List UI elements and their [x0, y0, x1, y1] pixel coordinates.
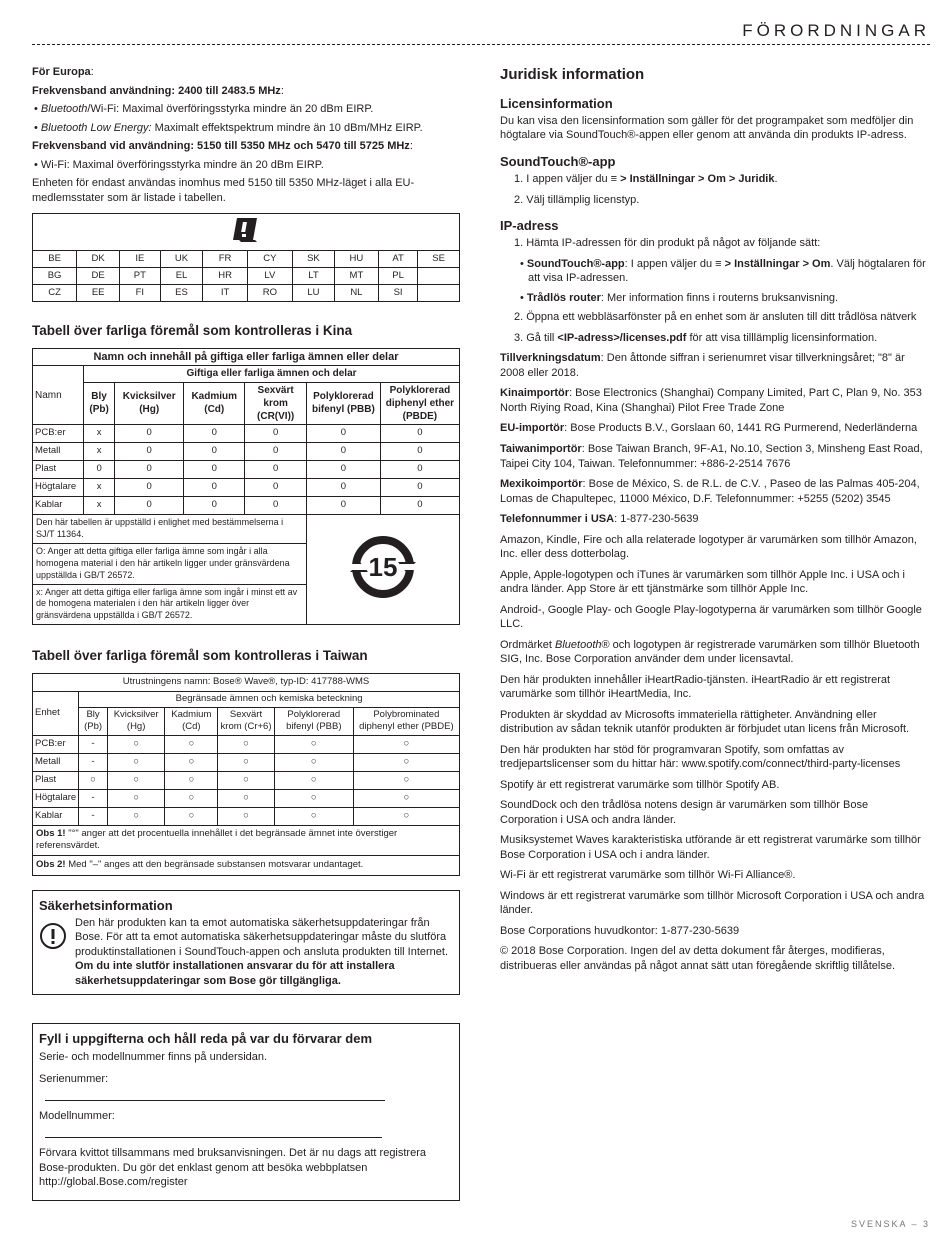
taiwan-header: Sexvärt krom (Cr+6) — [218, 707, 275, 735]
ip-step2: 2. Öppna ett webbläsarfönster på en enhet som är ansluten till ditt trådlösa nätverk — [514, 311, 917, 324]
table-cell: x — [84, 443, 115, 461]
table-cell: x — [84, 497, 115, 515]
legal-title: Juridisk information — [500, 66, 645, 83]
table-cell: ○ — [165, 735, 218, 753]
table-cell: 0 — [245, 497, 307, 515]
table-cell: Metall — [33, 753, 79, 771]
china-note1: Den här tabellen är uppställd i enlighet med bestämmelserna i SJ/T 11364. — [33, 515, 307, 544]
country-row — [33, 251, 460, 268]
table-cell: Högtalare — [33, 789, 79, 807]
bt-label: Bluetooth — [40, 103, 88, 116]
table-cell: 0 — [380, 497, 459, 515]
model-field — [39, 1109, 453, 1138]
wifi-bullet: • Wi-Fi: Maximal överföringsstyrka mindre än 20 dBm EIRP. — [34, 158, 324, 171]
country-cell: LV — [247, 268, 292, 285]
taiwan-header: Bly (Pb) — [79, 707, 108, 735]
serial-line — [45, 1089, 385, 1101]
info-label: Kinaimportör — [500, 387, 570, 400]
info-text: : Bose de México, S. de R.L. de C.V. , Paseo de las Palmas 405-204, Lomas de Chapultepec, 11000 México, D.F. Telefonnummer: +5255 (5202) 3545 — [500, 478, 920, 505]
security-body: Den här produkten kan ta emot automatiska säkerhetsuppdateringar från Bose. För att ta emot automatiska säkerhetsuppdateringar måste du slutföra produktinstallationen i SoundTouch-appen och ansluta produkten till Internet. — [75, 916, 449, 958]
table-cell: 0 — [380, 479, 459, 497]
country-cell: LT — [293, 268, 335, 285]
ip-step1b-text: : Mer information finns i routerns bruksanvisning. — [600, 291, 839, 304]
right-column — [500, 65, 928, 979]
country-cell: CY — [247, 251, 292, 268]
ip-step1b: • Trådlös router: Mer information finns i routerns bruksanvisning. — [520, 291, 839, 304]
warning-icon — [39, 922, 67, 950]
table-cell: Plast — [33, 461, 84, 479]
st-step1-bold: > Inställningar > Om > Juridik — [617, 173, 775, 186]
country-cell: AT — [378, 251, 417, 268]
country-cell — [418, 285, 460, 302]
st-step1-pre: 1. I appen väljer du — [514, 173, 611, 186]
country-cell: SE — [418, 251, 460, 268]
table-cell: ○ — [274, 753, 353, 771]
st-step2: 2. Välj tillämplig licenstyp. — [514, 193, 640, 206]
info-text: : Bose Taiwan Branch, 9F-A1, No.10, Section 3, Minsheng East Road, Taipei City 104, Taiwan. Telefonnummer: +886-2-2514 7676 — [500, 443, 923, 470]
model-label: Modellnummer: — [39, 1110, 115, 1123]
table-cell: ○ — [107, 771, 165, 789]
table-cell: ○ — [107, 753, 165, 771]
country-cell: SK — [293, 251, 335, 268]
table-cell: ○ — [218, 807, 275, 825]
taiwan-header: Polybrominated diphenyl ether (PBDE) — [353, 707, 459, 735]
info-paragraph — [500, 512, 928, 527]
ip-step1a-post: . Välj högtalaren för att visa IP-adressen. — [528, 257, 926, 285]
china-title: Tabell över farliga föremål som kontrolleras i Kina — [32, 323, 353, 339]
table-cell: 0 — [245, 479, 307, 497]
table-cell: x — [84, 425, 115, 443]
trademark-paragraph: Apple, Apple-logotypen och iTunes är varumärken som tillhör Apple Inc. i USA och i andra länder. App Store är ett tjänstmärke som tillhör Apple Inc. — [500, 568, 905, 596]
info-label: EU-importör — [500, 422, 565, 435]
table-cell: ○ — [218, 789, 275, 807]
info-label: Taiwanimportör — [500, 443, 582, 455]
country-cell: CZ — [33, 285, 77, 302]
taiwan-header: Kadmium (Cd) — [165, 707, 218, 735]
country-cell: EE — [77, 285, 120, 302]
table-cell: 0 — [115, 443, 184, 461]
country-cell: DK — [77, 251, 120, 268]
indoor-text: Enheten för endast användas inomhus med 5150 till 5350 MHz-läget i alla EU-medlemsstater som är listade i tabellen. — [32, 177, 415, 204]
china-caption: Namn och innehåll på giftiga eller farliga ämnen eller delar — [33, 348, 460, 366]
eu-country-table — [32, 213, 460, 302]
table-cell: ○ — [274, 771, 353, 789]
serial-label: Serienummer: — [39, 1073, 109, 1086]
model-line — [45, 1126, 382, 1138]
table-cell: Högtalare — [33, 479, 84, 497]
table-cell: ○ — [165, 807, 218, 825]
trademark-paragraph: Den här produkten innehåller iHeartRadio-tjänsten. iHeartRadio är ett registrerat varumärke som tillhör iHeartMedia, Inc. — [500, 673, 891, 701]
taiwan-header: Kvicksilver (Hg) — [107, 707, 165, 735]
info-text: : 1-877-230-5639 — [614, 513, 699, 526]
table-cell: 0 — [115, 461, 184, 479]
country-cell: EL — [160, 268, 203, 285]
table-cell: ○ — [274, 807, 353, 825]
table-row — [33, 497, 460, 515]
table-cell: ○ — [165, 753, 218, 771]
country-cell: RO — [247, 285, 292, 302]
country-cell: NL — [334, 285, 378, 302]
info-paragraph — [500, 386, 928, 415]
table-cell: Metall — [33, 443, 84, 461]
trademark-paragraph: Bose Corporations huvudkontor: 1-877-230-5639 — [500, 924, 740, 937]
records-box — [32, 1023, 460, 1200]
ip-step1b-bold: Trådlös router — [526, 291, 601, 304]
left-column — [32, 65, 460, 1201]
table-cell: - — [79, 753, 108, 771]
table-cell: - — [79, 735, 108, 753]
btle-bullet: • Bluetooth Low Energy: Maximalt effektspektrum mindre än 10 dBm/MHz EIRP. — [34, 121, 423, 134]
table-cell: ○ — [107, 789, 165, 807]
epup-15-logo — [346, 534, 420, 600]
table-cell: ○ — [353, 771, 459, 789]
band1-line: Frekvensband användning: 2400 till 2483.5 MHz: — [32, 84, 284, 97]
header-divider — [32, 44, 930, 45]
country-cell: BE — [33, 251, 77, 268]
btle-label: Bluetooth Low Energy: — [40, 121, 152, 134]
country-cell: UK — [160, 251, 203, 268]
country-cell: LU — [293, 285, 335, 302]
table-cell: ○ — [274, 789, 353, 807]
table-row — [33, 753, 460, 771]
records-intro: Serie- och modellnummer finns på undersidan. — [39, 1050, 268, 1063]
table-cell: 0 — [184, 479, 245, 497]
table-cell: Plast — [33, 771, 79, 789]
info-text: : Bose Electronics (Shanghai) Company Limited, Part C, Plan 9, No. 353 North Riying Road, Kina (Shanghai) Pilot Free Trade Zone — [500, 387, 922, 414]
table-row — [33, 425, 460, 443]
table-cell: ○ — [218, 753, 275, 771]
table-cell: PCB:er — [33, 425, 84, 443]
table-cell: 0 — [380, 443, 459, 461]
taiwan-table — [32, 673, 460, 876]
info-label: Mexikoimportör — [500, 478, 583, 491]
band2-line: Frekvensband vid användning: 5150 till 5350 MHz och 5470 till 5725 MHz: — [32, 140, 413, 153]
table-cell: 0 — [380, 461, 459, 479]
table-cell: - — [79, 807, 108, 825]
ip-step3-pre: 3. Gå till — [514, 331, 558, 344]
country-cell: IT — [203, 285, 247, 302]
serial-field — [39, 1072, 453, 1101]
table-cell: 0 — [84, 461, 115, 479]
soundtouch-title: SoundTouch®-app — [500, 153, 616, 169]
country-cell: IE — [120, 251, 160, 268]
trademark-paragraph: Spotify är ett registrerat varumärke som tillhör Spotify AB. — [500, 778, 780, 791]
page-header: FÖRORDNINGAR — [742, 21, 930, 40]
ip-step1a-pre: : I appen väljer du — [624, 257, 716, 270]
records-title: Fyll i uppgifterna och håll reda på var du förvarar dem — [39, 1031, 373, 1047]
ip-step1: 1. Hämta IP-adressen för din produkt på något av följande sätt: — [514, 237, 821, 250]
wifi-text: Wi-Fi: Maximal överföringsstyrka mindre än 20 dBm EIRP. — [40, 158, 324, 171]
obs1-label: Obs 1! — [36, 827, 66, 839]
table-row — [33, 479, 460, 497]
taiwan-title: Tabell över farliga föremål som kontrolleras i Taiwan — [32, 648, 368, 664]
trademark-paragraph: Android-, Google Play- och Google Play-logotyperna är varumärken som tillhör Google LLC. — [500, 603, 922, 631]
china-header: Kadmium (Cd) — [184, 382, 245, 425]
table-row — [33, 807, 460, 825]
country-cell: HU — [334, 251, 378, 268]
bluetooth-trademark — [500, 638, 928, 667]
trademark-paragraph: Musiksystemet Waves karakteristiska utförande är ett registrerat varumärke som tillhör Bose Corporation i USA och i andra länder. — [500, 834, 921, 861]
table-cell: 0 — [307, 425, 381, 443]
europe-title: För Europa — [32, 66, 91, 78]
table-cell: 0 — [115, 425, 184, 443]
table-cell: 0 — [184, 443, 245, 461]
china-header: Sexvärt krom (CR(VI)) — [245, 382, 307, 425]
trademark-paragraph: Produkten är skyddad av Microsofts immateriella rättigheter. Användning eller distribution av sådan teknik utanför produkten är förbjudet utan licens från Microsoft. — [500, 708, 910, 736]
bt-text: /Wi-Fi: Maximal överföringsstyrka mindre än 20 dBm EIRP. — [87, 103, 374, 116]
country-cell: PL — [378, 268, 417, 285]
ip-step1a-bold2: > Inställningar > Om — [721, 257, 831, 270]
table-cell: 0 — [245, 425, 307, 443]
table-cell: 0 — [245, 443, 307, 461]
menu-icon: ≡ — [610, 173, 618, 186]
bt-post: ® och logotypen är registrerade varumärken som tillhör Bluetooth SIG, Inc. Bose Corporation använder dem under licensavtal. — [500, 638, 920, 666]
table-cell: 0 — [115, 497, 184, 515]
trademark-paragraph: Wi-Fi är ett registrerat varumärke som tillhör Wi-Fi Alliance®. — [500, 869, 796, 882]
table-cell: 0 — [380, 425, 459, 443]
china-header: Polyklorerad diphenyl ether (PBDE) — [380, 382, 459, 425]
bt-bullet: • Bluetooth/Wi-Fi: Maximal överföringsstyrka mindre än 20 dBm EIRP. — [34, 103, 374, 116]
bt-pre: Ordmärket — [500, 638, 556, 651]
taiwan-obs1 — [33, 825, 460, 855]
table-cell: - — [79, 789, 108, 807]
info-paragraph — [500, 477, 928, 506]
info-label: Telefonnummer i USA — [500, 513, 615, 526]
info-paragraph — [500, 442, 928, 471]
st-step1: 1. I appen väljer du ≡ > Inställningar > Om > Juridik. — [514, 173, 778, 186]
license-text: Du kan visa den licensinformation som gäller för det programpaket som medföljer din högtalare via SoundTouch®-appen eller genom att använda din produkts IP-adress. — [500, 114, 914, 142]
country-cell: BG — [33, 268, 77, 285]
table-cell: ○ — [353, 735, 459, 753]
table-cell: 0 — [307, 443, 381, 461]
table-cell: 0 — [307, 497, 381, 515]
table-cell: ○ — [274, 735, 353, 753]
table-cell: Kablar — [33, 807, 79, 825]
table-cell: 0 — [245, 461, 307, 479]
country-cell: SI — [378, 285, 417, 302]
bt-word: Bluetooth — [555, 638, 602, 651]
china-header: Bly (Pb) — [84, 382, 115, 425]
taiwan-equipment: Utrustningens namn: Bose® Wave®, typ-ID: 417788-WMS — [33, 674, 460, 692]
country-cell: PT — [120, 268, 160, 285]
table-cell: 0 — [307, 479, 381, 497]
security-bold: Om du inte slutför installationen ansvarar du för att installera säkerhetsuppdateringar som Bose gör tillgängliga. — [75, 960, 395, 987]
country-cell — [418, 268, 460, 285]
country-cell: DE — [77, 268, 120, 285]
obs2-text: Med "–" anges att den begränsade substansen motsvarar undantaget. — [65, 858, 364, 870]
table-cell: ○ — [218, 735, 275, 753]
epup-logo-cell — [307, 515, 460, 625]
table-row — [33, 735, 460, 753]
info-paragraph — [500, 351, 928, 380]
table-cell: Kablar — [33, 497, 84, 515]
country-row — [33, 285, 460, 302]
info-paragraph — [500, 421, 928, 436]
menu-icon: ≡ — [715, 257, 722, 270]
license-title: Licensinformation — [500, 95, 613, 111]
table-cell: 0 — [184, 425, 245, 443]
table-cell: 0 — [184, 461, 245, 479]
table-row — [33, 443, 460, 461]
country-cell: HR — [203, 268, 247, 285]
trademark-paragraph: SoundDock och den trådlösa notens design är varumärken som tillhör Bose Corporation i USA och andra länder. — [500, 799, 869, 826]
table-cell: ○ — [107, 735, 165, 753]
band2: Frekvensband vid användning: 5150 till 5350 MHz och 5470 till 5725 MHz — [32, 140, 410, 153]
ip-title: IP-adress — [500, 218, 559, 234]
taiwan-caption: Begränsade ämnen och kemiska beteckning — [79, 692, 460, 708]
country-cell: ES — [160, 285, 203, 302]
trademark-paragraph: Den här produkten har stöd för programvaran Spotify, som omfattas av tredjepartslicenser som du hittar här: www.spotify.com/connect/third-party-licenses — [500, 743, 901, 771]
taiwan-obs2 — [33, 855, 460, 875]
country-cell: FI — [120, 285, 160, 302]
country-cell: MT — [334, 268, 378, 285]
table-row — [33, 461, 460, 479]
table-cell: ○ — [165, 789, 218, 807]
restriction-icon — [231, 216, 261, 244]
table-cell: 0 — [184, 497, 245, 515]
table-cell: ○ — [353, 807, 459, 825]
table-cell: 0 — [115, 479, 184, 497]
country-row — [33, 268, 460, 285]
table-cell: ○ — [165, 771, 218, 789]
table-row — [33, 789, 460, 807]
country-cell: FR — [203, 251, 247, 268]
band1: Frekvensband användning: 2400 till 2483.5 MHz — [32, 84, 281, 97]
china-note2: O: Anger att detta giftiga eller farliga ämne som ingår i alla homogena material i den här artikeln ligger under gränsvärdena uppställda i GB/T 26572. — [33, 543, 307, 584]
security-title: Säkerhetsinformation — [39, 897, 173, 913]
china-note3: x: Anger att detta giftiga eller farliga ämne som ingår i minst ett av de homogena materialen i den här artikeln ligger över gränsvärdena uppställda i GB/T 26572. — [33, 584, 307, 625]
info-label: Tillverkningsdatum — [500, 352, 601, 365]
records-text: Förvara kvittot tillsammans med bruksanvisningen. Det är nu dags att registrera Bose-produkten. Du gör det enklast genom att besöka webbplatsen http://global.Bose.com/register — [39, 1147, 426, 1189]
ip-step1a: • SoundTouch®-app: I appen väljer du ≡ > Inställningar > Om. Välj högtalaren för att visa IP-adressen. — [520, 257, 926, 285]
table-row — [33, 771, 460, 789]
info-text: : Den åttonde siffran i serienumret visar tillverkningsåret; "8" är 2008 eller 2018. — [500, 352, 905, 379]
table-cell: ○ — [353, 753, 459, 771]
obs2-label: Obs 2! — [36, 858, 66, 870]
copyright-paragraph: © 2018 Bose Corporation. Ingen del av detta dokument får återges, modifieras, distribueras eller användas på något annat sätt utan föregående skriftlig tillåtelse. — [500, 945, 896, 972]
table-cell: ○ — [353, 789, 459, 807]
table-cell: ○ — [79, 771, 108, 789]
obs1-text: "°" anger att det procentuella innehållet i det begränsade ämnet inte överstiger referensvärdet. — [36, 827, 398, 852]
trademark-paragraph: Amazon, Kindle, Fire och alla relaterade logotyper är varumärken som tillhör Amazon, Inc. eller dess dotterbolag. — [500, 533, 917, 561]
ip-step1a-bold: SoundTouch®-app — [526, 257, 625, 270]
info-text: : Bose Products B.V., Gorslaan 60, 1441 RG Purmerend, Nederländerna — [564, 422, 918, 435]
trademark-paragraph: Windows är ett registrerat varumärke som tillhör Microsoft Corporation i USA och andra länder. — [500, 889, 925, 917]
china-header: Polyklorerad bifenyl (PBB) — [307, 382, 381, 425]
page-footer: SVENSKA – 3 — [850, 1219, 930, 1230]
table-cell: ○ — [218, 771, 275, 789]
epup-number: 15 — [368, 552, 398, 583]
restriction-icon-cell — [33, 214, 460, 251]
table-cell: 0 — [307, 461, 381, 479]
europe-section: För Europa: — [32, 66, 94, 78]
ip-step3-bold: <IP-adress>/licenses.pdf — [557, 331, 687, 344]
btle-text: Maximalt effektspektrum mindre än 10 dBm/MHz EIRP. — [151, 121, 423, 134]
ip-step3 — [500, 331, 928, 346]
taiwan-header: Polyklorerad bifenyl (PBB) — [274, 707, 353, 735]
table-cell: PCB:er — [33, 735, 79, 753]
security-text — [75, 916, 453, 989]
table-cell: x — [84, 479, 115, 497]
taiwan-header-unit: Enhet — [33, 692, 79, 736]
china-subcaption: Giftiga eller farliga ämnen och delar — [84, 366, 460, 382]
china-table — [32, 348, 460, 625]
table-cell: ○ — [107, 807, 165, 825]
china-header-name: Namn — [33, 366, 84, 425]
china-header: Kvicksilver (Hg) — [115, 382, 184, 425]
security-box — [32, 890, 460, 996]
ip-step3-post: för att visa tilllämplig licensinformation. — [686, 331, 878, 344]
